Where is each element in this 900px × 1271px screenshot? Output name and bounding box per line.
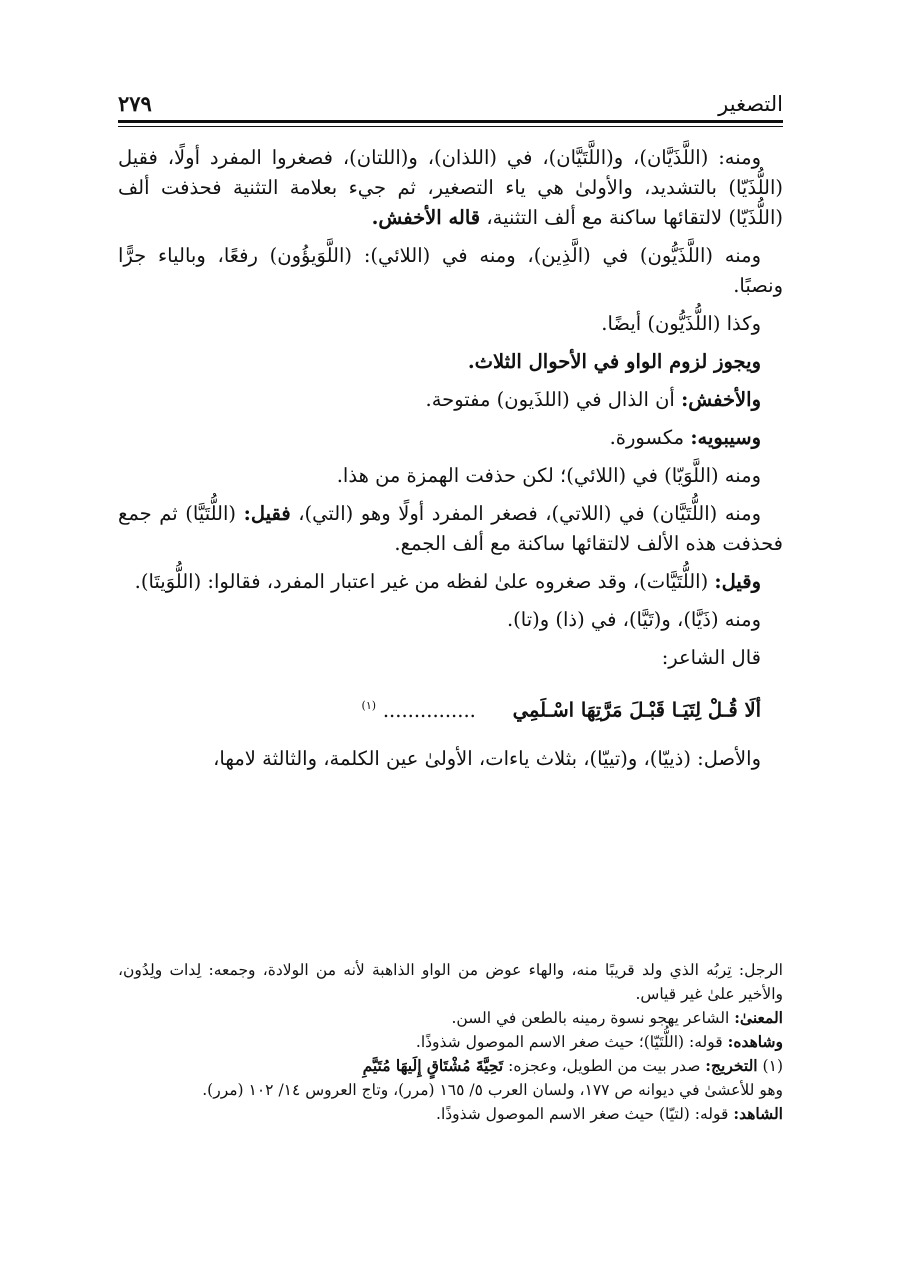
bold-text: والأخفش:: [681, 388, 761, 411]
paragraph-text: أن الذال في (اللذَيون) مفتوحة.: [425, 388, 675, 411]
bold-text: التخريج:: [705, 1056, 758, 1075]
bold-text: ويجوز لزوم الواو في الأحوال الثلاث.: [467, 350, 761, 373]
footnotes: [118, 958, 783, 1126]
footnote-text: قوله: (اللُّتَيّا)؛ حيث صغر الاسم الموصول شذوذًا.: [415, 1033, 723, 1051]
paragraph: [118, 499, 783, 559]
paragraph: [118, 143, 783, 233]
paragraph: [118, 423, 783, 453]
paragraph-text: (اللُّتَيَّا) ثم جمع فحذفت هذه الألف لالتقائها ساكنة مع ألف الجمع.: [118, 502, 783, 555]
paragraph: ومنه (اللَّذَيُّون) في (الَّذِين)، ومنه في (اللائي): (اللَّوَيؤُون) رفعًا، وبالياء جرًّا ونصبًا.: [118, 244, 783, 297]
paragraph: [118, 567, 783, 597]
footnote-line: [118, 1030, 783, 1054]
footnote-verse: تَحِيَّةَ مُشْتَاقٍ إِلَيهَا مُتَيَّمِ: [362, 1056, 504, 1075]
body-text: [118, 143, 783, 774]
paragraph: وكذا (اللُّذَيُّون) أيضًا.: [601, 312, 761, 335]
bold-text: المعنىٰ:: [734, 1008, 783, 1027]
footnote-text: صدر بيت من الطويل، وعجزه:: [508, 1057, 701, 1075]
verse-dots: ...............: [382, 698, 476, 722]
verse-text: ألَا قُـلْ لِتَيَـا قَبْـلَ مَرَّتِهَا اسْـلَمِي: [512, 698, 761, 722]
running-head: [118, 80, 783, 116]
footnote-text: الشاعر يهجو نسوة رمينه بالطعن في السن.: [451, 1009, 730, 1027]
page-number: ٢٧٩: [118, 91, 152, 116]
paragraph: [118, 385, 783, 415]
paragraph-text: ومنه: (اللَّذَيَّان)، و(اللَّتَيَّان)، في (اللذان)، و(اللتان)، فصغروا المفرد أولًا، فقيل (اللُّذَيّا) بالتشديد، والأولىٰ هي ياء التصغير، ثم جيء بعلامة التثنية فحذفت ألف (اللُّذَيّا) لالتقائها ساكنة مع ألف التثنية،: [118, 146, 783, 229]
paragraph-text: (اللُّتَيَّات)، وقد صغروه علىٰ لفظه من غير اعتبار المفرد، فقالوا: (اللُّوَيتَا).: [134, 570, 709, 593]
bold-text: وقيل:: [714, 570, 761, 593]
running-title: التصغير: [718, 92, 783, 116]
footnote-line: [118, 1006, 783, 1030]
paragraph: ومنه (ذَيَّا)، و(تَيَّا)، في (ذا) و(تا).: [506, 608, 761, 631]
page: [118, 80, 783, 782]
footnote-number: (١): [762, 1057, 783, 1075]
footnote-line: الرجل: تِربُه الذي ولد قريبًا منه، والهاء عوض من الواو الذاهبة لأنه من الولادة، وجمعه: لِدات ولِدُون، والأخير علىٰ غير قياس.: [118, 961, 783, 1003]
footnote-line: [118, 1102, 783, 1126]
paragraph: [118, 347, 783, 377]
bold-text: قاله الأخفش.: [371, 206, 481, 229]
poetry-verse: [118, 691, 783, 726]
header-rule: [118, 120, 783, 127]
footnote-line: [118, 1054, 783, 1078]
bold-text: فقيل:: [243, 502, 291, 525]
paragraph-text: ومنه (اللُّتَيَّان) في (اللاتي)، فصغر المفرد أولًا وهو (التي)،: [298, 502, 762, 525]
footnote-text: قوله: (لتيّا) حيث صغر الاسم الموصول شذوذًا.: [436, 1105, 729, 1123]
bold-text: الشاهد:: [733, 1104, 783, 1123]
paragraph: ومنه (اللَّوَيّا) في (اللائي)؛ لكن حذفت الهمزة من هذا.: [336, 464, 761, 487]
bold-text: وسيبويه:: [690, 426, 761, 449]
paragraph: قال الشاعر:: [661, 646, 761, 669]
footnote-marker: (١): [361, 699, 377, 712]
paragraph: والأصل: (ذييّا)، و(تييّا)، بثلاث ياءات، الأولىٰ عين الكلمة، والثالثة لامها،: [213, 746, 761, 770]
paragraph-text: مكسورة.: [609, 426, 685, 449]
bold-text: وشاهده:: [727, 1032, 783, 1051]
footnote-line: وهو للأعشىٰ في ديوانه ص ١٧٧، ولسان العرب ٥/ ١٦٥ (مرر)، وتاج العروس ١٤/ ١٠٢ (مرر).: [202, 1081, 783, 1099]
